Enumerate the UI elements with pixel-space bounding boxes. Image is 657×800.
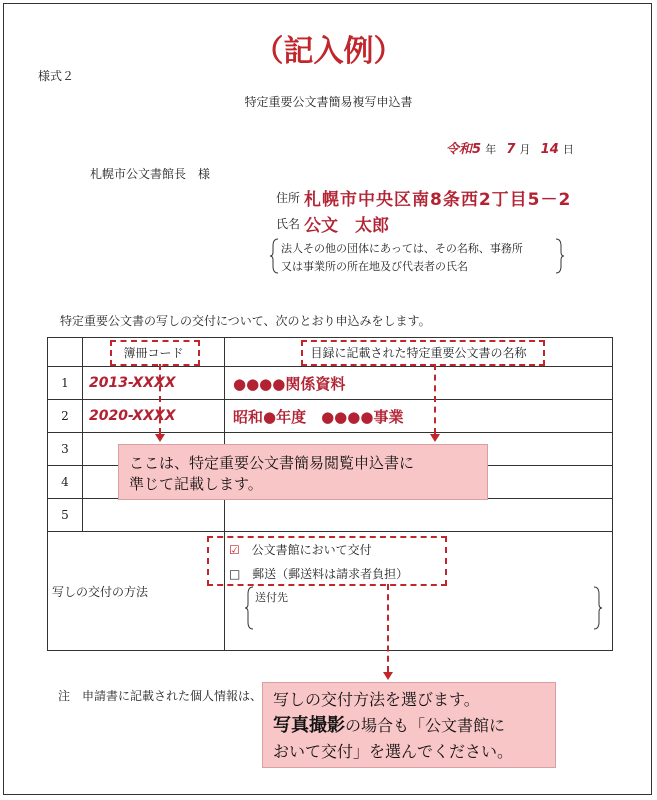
address-value: 札幌市中央区南8条西2丁目5－2: [304, 190, 572, 210]
option-mail[interactable]: □ 郵送（郵送料は請求者負担）: [229, 567, 409, 581]
intro-text: 特定重要公文書の写しの交付について、次のとおり申込みをします。: [60, 314, 431, 328]
arrow-head-name: [430, 434, 440, 442]
header-code: 簿冊コード: [83, 338, 225, 367]
arrow-head-method: [383, 672, 393, 680]
address-label: 住所: [276, 191, 301, 205]
arrow-head-code: [155, 434, 165, 442]
checked-box-icon[interactable]: ☑: [229, 543, 240, 557]
name-value: 公文 太郎: [304, 216, 389, 236]
send-to-left-bracket: [245, 586, 255, 630]
arrow-line-code: [159, 364, 161, 434]
row-name: 昭和●年度 ●●●●事業: [225, 400, 613, 433]
method-label-cell: 写しの交付の方法: [48, 532, 225, 651]
header-name: 目録に記載された特定重要公文書の名称: [225, 338, 613, 367]
arrow-line-method: [387, 584, 389, 672]
callout-table-note: ここは、特定重要公文書簡易閲覧申込書に 準じて記載します。: [118, 444, 488, 500]
table-row: 3: [48, 433, 613, 466]
example-heading: （記入例）: [253, 34, 404, 69]
footnote: 注 申請書に記載された個人情報は、: [58, 689, 263, 703]
document-title: 特定重要公文書簡易複写申込書: [244, 95, 413, 109]
left-bracket: [270, 238, 280, 274]
row-name: ●●●●関係資料: [225, 367, 613, 400]
addressee: 札幌市公文書館長 様: [90, 167, 211, 181]
table-row: 4: [48, 466, 613, 499]
row-code: 2020-XXXX: [83, 400, 225, 433]
right-bracket: [554, 238, 564, 274]
highlight-code-header: [110, 340, 200, 366]
header-blank: [48, 338, 83, 367]
applicant-note-1: 法人その他の団体にあっては、その名称、事務所: [281, 242, 523, 255]
form-number: 様式２: [38, 69, 75, 83]
highlight-method-options: [207, 536, 447, 586]
row-code[interactable]: [83, 499, 225, 532]
checkbox-icon[interactable]: □: [229, 567, 241, 581]
table-row: 1 2013-XXXX ●●●●関係資料: [48, 367, 613, 400]
callout-method-note: 写しの交付方法を選びます。 写真撮影の場合も「公文書館に おいて交付」を選んでください。: [262, 682, 556, 768]
send-to-label: 送付先: [255, 591, 288, 604]
name-label: 氏名: [276, 217, 301, 231]
option-in-person[interactable]: ☑ 公文書館において交付: [229, 543, 372, 557]
table-row: 5: [48, 499, 613, 532]
arrow-line-name: [434, 364, 436, 434]
applicant-note-2: 又は事業所の所在地及び代表者の氏名: [281, 260, 468, 273]
row-code: 2013-XXXX: [83, 367, 225, 400]
row-name[interactable]: [225, 499, 613, 532]
send-to-right-bracket: [592, 586, 602, 630]
date: 令和5 年 7 月 14 日: [446, 142, 574, 157]
table-row: 2 2020-XXXX 昭和●年度 ●●●●事業: [48, 400, 613, 433]
highlight-name-header: [301, 340, 545, 366]
